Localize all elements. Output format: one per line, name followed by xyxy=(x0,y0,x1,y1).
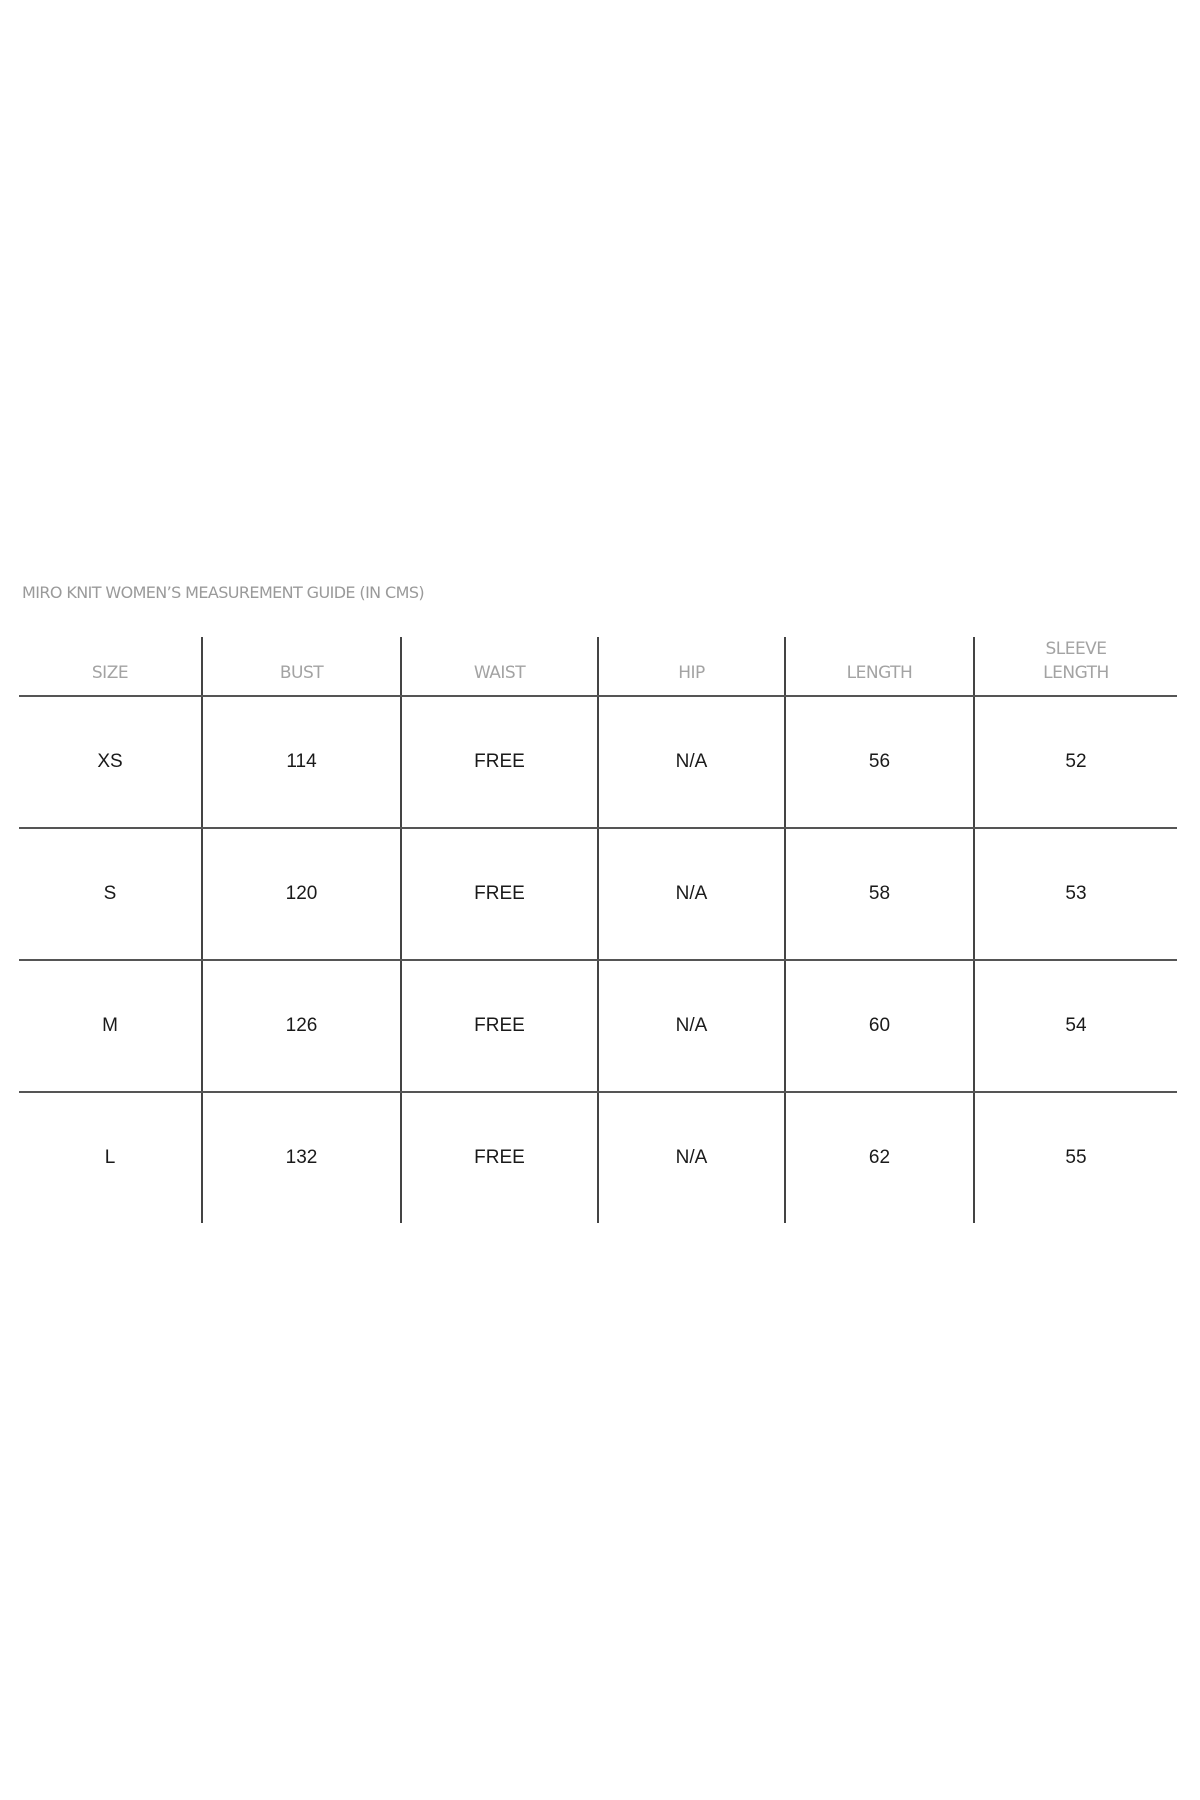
waist-cell: FREE xyxy=(401,1092,598,1223)
waist-cell: FREE xyxy=(401,828,598,960)
table-row xyxy=(19,1092,1177,1223)
size-cell: S xyxy=(19,828,202,960)
bust-cell: 120 xyxy=(202,828,401,960)
length-cell: 56 xyxy=(785,696,974,828)
guide-title: MIRO KNIT WOMEN’S MEASUREMENT GUIDE (IN CMS) xyxy=(22,583,425,602)
header-length: LENGTH xyxy=(785,637,974,696)
waist-cell: FREE xyxy=(401,696,598,828)
table-row xyxy=(19,828,1177,960)
header-row xyxy=(19,637,1177,696)
length-cell: 62 xyxy=(785,1092,974,1223)
bust-cell: 114 xyxy=(202,696,401,828)
table-row xyxy=(19,696,1177,828)
header-hip: HIP xyxy=(598,637,785,696)
sleeve-length-cell: 53 xyxy=(974,828,1177,960)
size-cell: L xyxy=(104,1147,116,1168)
header-size: SIZE xyxy=(19,637,202,696)
sleeve-length-cell: 52 xyxy=(974,696,1177,828)
hip-cell: N/A xyxy=(598,1092,785,1223)
header-bust: BUST xyxy=(202,637,401,696)
size-cell: XS xyxy=(19,696,202,828)
hip-cell: N/A xyxy=(598,696,785,828)
sleeve-length-cell: 55 xyxy=(974,1092,1177,1223)
bust-cell: 132 xyxy=(202,1092,401,1223)
hip-cell: N/A xyxy=(598,960,785,1092)
hip-cell: N/A xyxy=(598,828,785,960)
measurement-table xyxy=(19,637,1177,1223)
header-sleeve-length xyxy=(974,637,1177,696)
header-waist: WAIST xyxy=(401,637,598,696)
sleeve-length-cell: 54 xyxy=(974,960,1177,1092)
table-row xyxy=(19,960,1177,1092)
size-cell: M xyxy=(19,960,202,1092)
header-sleeve-line-1: SLEEVE xyxy=(1045,639,1107,659)
waist-cell: FREE xyxy=(401,960,598,1092)
length-cell: 58 xyxy=(785,828,974,960)
length-cell: 60 xyxy=(785,960,974,1092)
header-sleeve-line-2: LENGTH xyxy=(1043,663,1109,683)
bust-cell: 126 xyxy=(202,960,401,1092)
